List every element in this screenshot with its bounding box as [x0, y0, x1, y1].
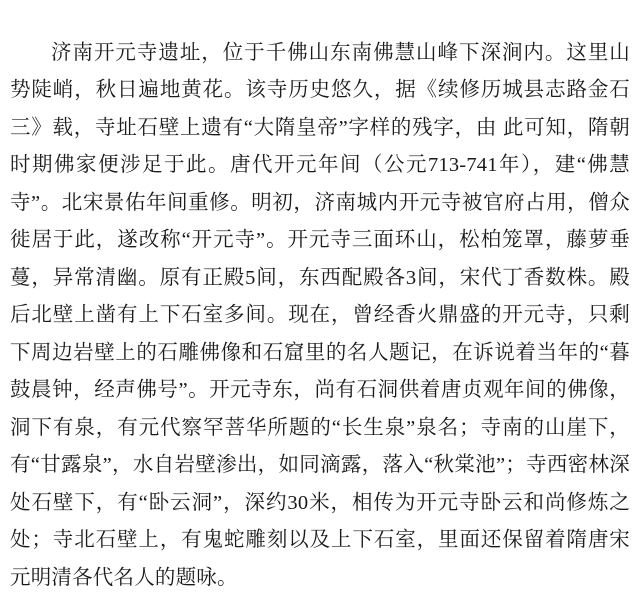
article-paragraph: 济南开元寺遗址，位于千佛山东南佛慧山峰下深涧内。这里山势陡峭，秋日遍地黄花。该寺历史悠久，据《续修历城县志路金石三》载，寺址石壁上遗有“大隋皇帝”字样的残字，由 此可知，隋朝时期佛家便涉足于此。唐代开元年间（公元713-741年），建“佛慧寺”。北宋景佑年间重修。明初，济南城内开元寺被官府占用，僧众徙居于此，遂改称“开元寺”。开元寺三面环山，松柏笼罩，藤萝垂蔓，异常清幽。原有正殿5间，东西配殿各3间，宋代丁香数株。殿后北壁上凿有上下石室多间。现在，曾经香火鼎盛的开元寺，只剩下周边岩壁上的石雕佛像和石窟里的名人题记，在诉说着当年的“暮鼓晨钟，经声佛号”。开元寺东，尚有石洞供着唐贞观年间的佛像，洞下有泉，有元代察罕菩华所题的“长生泉”泉名；寺南的山崖下，有“甘露泉”，水自岩壁渗出，如同滴露，落入“秋棠池”；寺西密林深处石壁下，有“卧云洞”，深约30米，相传为开元寺卧云和尚修炼之处；寺北石壁上，有鬼蛇雕刻以及上下石室，里面还保留着隋唐宋元明清各代名人的题咏。 — [10, 41, 630, 589]
